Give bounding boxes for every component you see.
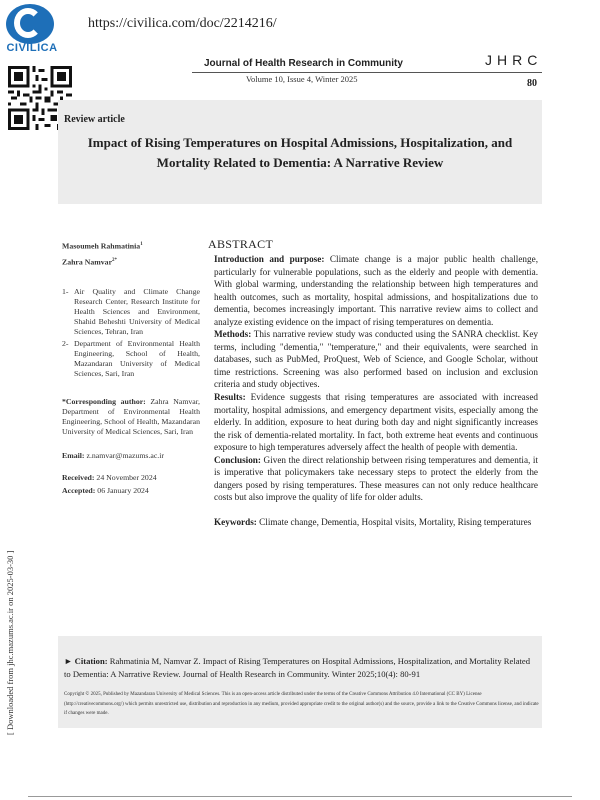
title-box bbox=[58, 100, 542, 204]
article-title-line-1: Impact of Rising Temperatures on Hospital Admissions, Hospitalization, and bbox=[87, 135, 513, 150]
abstract-heading: ABSTRACT bbox=[208, 237, 274, 251]
abstract-methods: Methods: This narrative review study was conducted using the SANRA checklist. Key terms, including "dementia," "temperature," and their equivalents, were searched in databases, such as PubMed, ProQuest, Web of Science, and Google Scholar, without time restrictions. Screening was also performed based on inclusion and exclusion criteria and study objectives. bbox=[214, 329, 538, 390]
header-divider bbox=[192, 72, 542, 73]
article-title-line-2: Mortality Related to Dementia: A Narrative Review bbox=[156, 155, 444, 170]
author-sidebar bbox=[62, 240, 200, 496]
author-1: Masoumeh Rahmatinia$^1$ bbox=[62, 241, 143, 251]
affiliation-1: 1- Air Quality and Climate Change Research Center, Research Institute for Health Sciences and Environment, Shahid Beheshti University of Medical Sciences, Tehran, Iran bbox=[62, 287, 200, 337]
journal-name: Journal of Health Research in Community bbox=[204, 58, 403, 69]
abstract-introduction: Introduction and purpose: Climate change is a major public health challenge, particularly for vulnerable populations, such as the elderly and people with dementia. With global warming, understanding the relationship between high temperatures and health outcomes, such as mortality, hospital admissions, and hospitalizations due to dementia, becomes increasingly important. This narrative review aims to collect and analyze existing evidence on the impact of rising temperatures on dementia. bbox=[214, 254, 538, 327]
received-date: Received: 24 November 2024 bbox=[62, 473, 157, 483]
civilica-logo-text: CIVILICA bbox=[6, 42, 58, 54]
abstract-results: Results: Evidence suggests that rising temperatures are associated with increased mortality, hospital admissions, and emergency department visits, especially among the elderly. In addition, exposure to heat during both day and night significantly increases the risk of dementia-related mortality. In fact, both extreme heat events and continuous exposure to high temperatures adversely affect the health of people with dementia. bbox=[214, 392, 538, 453]
download-note: [ Downloaded from jhc.mazums.ac.ir on 2025-03-30 ] bbox=[5, 550, 15, 735]
author-2: Zahra Namvar$^{2*}$ bbox=[62, 257, 118, 267]
email: Email: z.namvar@mazums.ac.ir bbox=[62, 451, 165, 461]
copyright-notice: Copyright © 2025, Published by Mazandaran University of Medical Sciences. This is an open-access article distributed under the terms of the Creative Commons Attribution 4.0 International (CC BY) License (http://creativecommons.org/) which permits unrestricted use, distribution and reproduction in any medium, provided appropriate credit to the original author(s) and the source, provide a link to the Creative Commons license, and indicate if changes were made. bbox=[64, 692, 539, 716]
footer-divider bbox=[28, 796, 572, 797]
civilica-c-icon bbox=[14, 8, 42, 38]
accepted-date: Accepted: 06 January 2024 bbox=[62, 486, 149, 496]
journal-abbreviation: JHRC bbox=[485, 52, 543, 68]
abstract-body bbox=[214, 253, 538, 528]
volume-issue: Volume 10, Issue 4, Winter 2025 bbox=[246, 74, 358, 84]
citation: ► Citation: Rahmatinia M, Namvar Z. Impact of Rising Temperatures on Hospital Admissions, Hospitalization, and Mortality Related to Dementia: A Narrative Review. Journal of Health Research in Community. Winter 2025;10(4): 80-91 bbox=[64, 656, 531, 679]
article-type: Review article bbox=[64, 114, 125, 125]
document-url-link[interactable]: https://civilica.com/doc/2214216/ bbox=[88, 16, 277, 31]
affiliation-2: 2- Department of Environmental Health Engineering, School of Health, Mazandaran University of Medical Sciences, Sari, Iran bbox=[62, 339, 200, 379]
abstract-conclusion: Conclusion: Given the direct relationship between rising temperatures and dementia, it is imperative that policymakers take necessary steps to protect the elderly from the dangers posed by rising temperatures. These measures can not only reduce healthcare costs but also improve the quality of life for older adults. bbox=[214, 454, 538, 503]
page-number: 80 bbox=[527, 78, 537, 89]
email-link[interactable]: z.namvar@mazums.ac.ir bbox=[86, 451, 165, 461]
corresponding-author: *Corresponding author: Zahra Namvar, Department of Environmental Health Engineering, School of Health, Mazandaran University of Medical Sciences, Sari, Iran bbox=[62, 397, 200, 437]
abstract-keywords: Keywords: Climate change, Dementia, Hospital visits, Mortality, Rising temperatures bbox=[214, 516, 532, 527]
